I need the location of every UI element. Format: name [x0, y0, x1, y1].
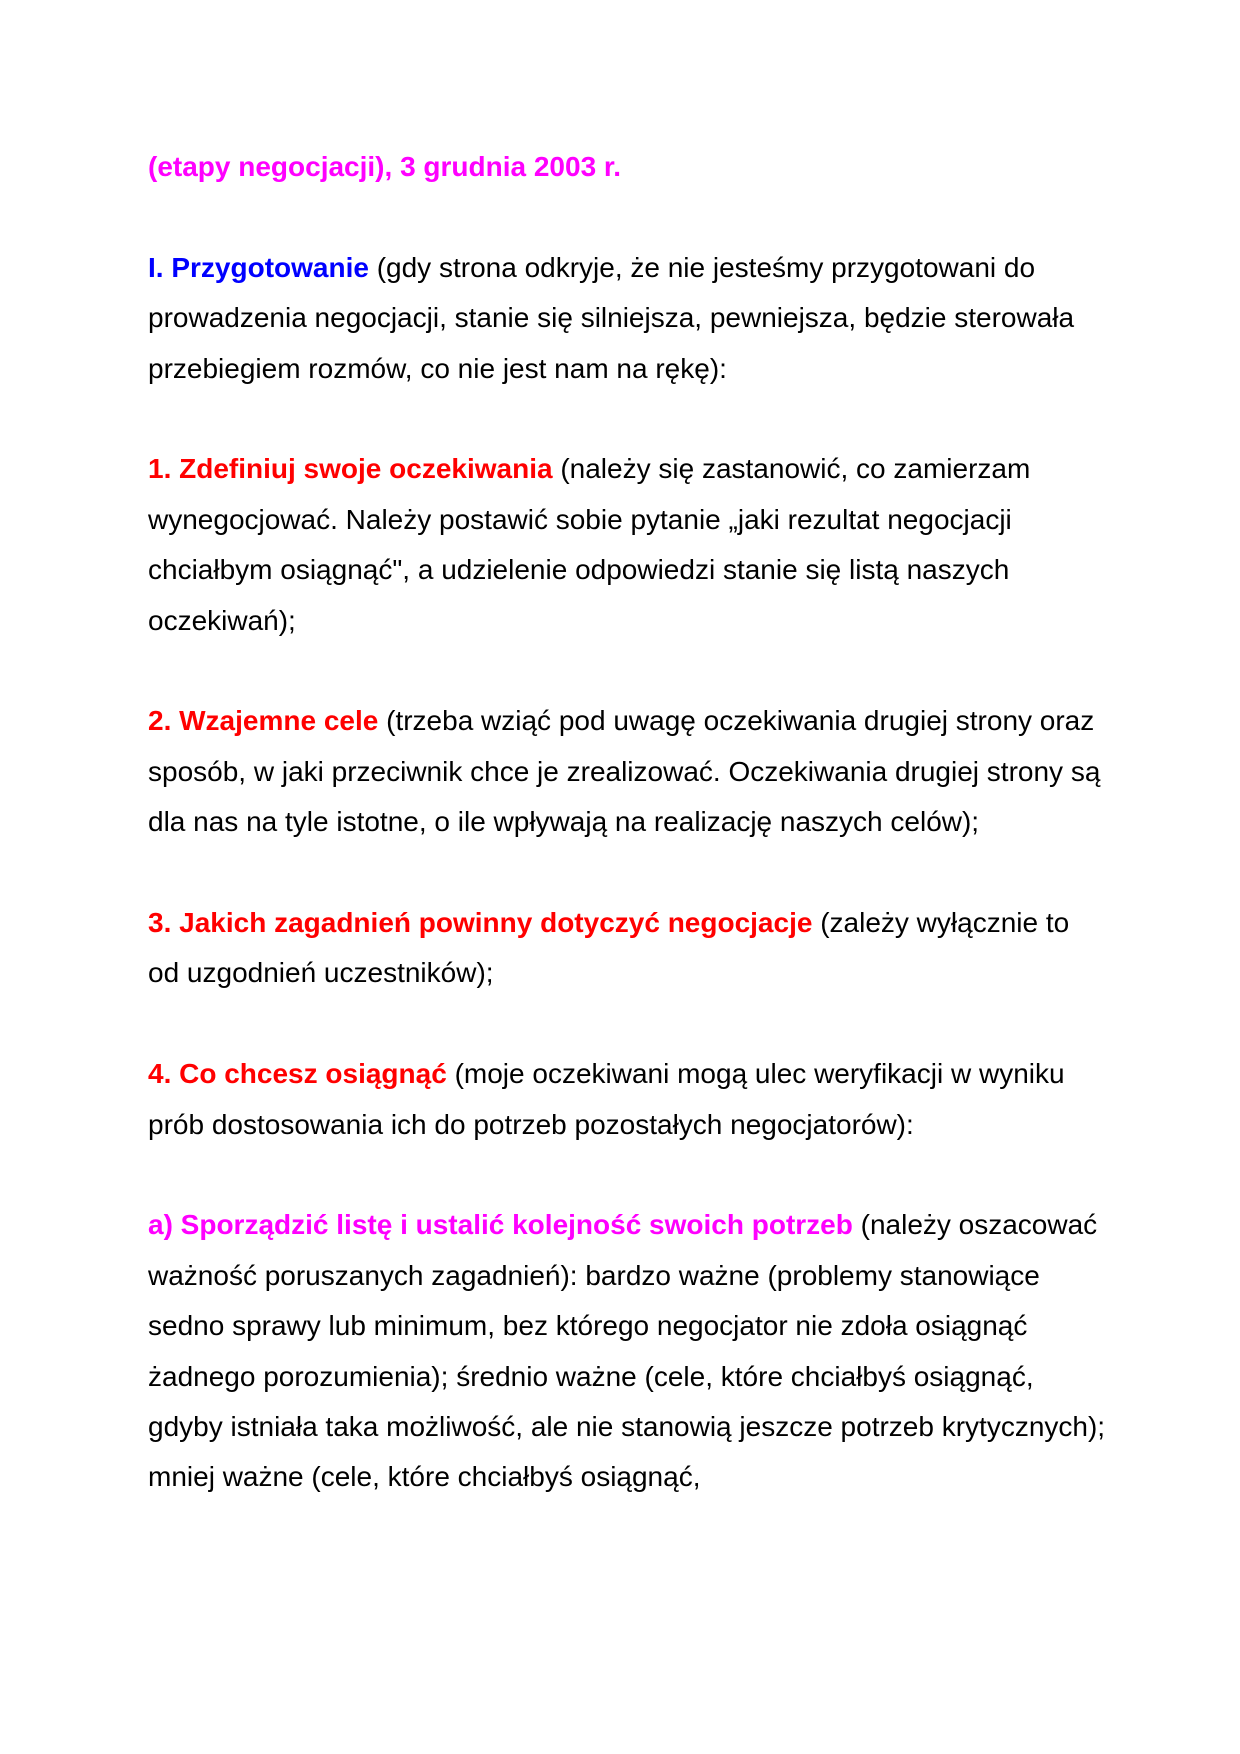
section-preparation-heading: I. Przygotowanie — [148, 251, 369, 283]
paragraph-spacer — [148, 394, 1108, 444]
item-4-heading: 4. Co chcesz osiągnąć — [148, 1058, 447, 1090]
item-2 — [148, 696, 1108, 847]
item-a — [148, 1200, 1108, 1502]
item-1-heading: 1. Zdefiniuj swoje oczekiwania — [148, 453, 553, 485]
document-title: (etapy negocjacji), 3 grudnia 2003 r. — [148, 151, 622, 182]
paragraph-spacer — [148, 848, 1108, 898]
item-4-body: (moje oczekiwani mogą ulec weryfikacji w wyniku prób dostosowania ich do potrzeb pozostałych negocjatorów): — [148, 1058, 1065, 1140]
document-page — [148, 142, 1108, 1503]
item-1 — [148, 444, 1108, 646]
item-3-heading: 3. Jakich zagadnień powinny dotyczyć negocjacje — [148, 907, 813, 939]
item-2-body: (trzeba wziąć pod uwagę oczekiwania drugiej strony oraz sposób, w jaki przeciwnik chce je zrealizować. Oczekiwania drugiej strony są dla nas na tyle istotne, o ile wpływają na realizację naszych celów); — [148, 705, 1101, 838]
section-preparation-body: (gdy strona odkryje, że nie jesteśmy przygotowani do prowadzenia negocjacji, stanie się silniejsza, pewniejsza, będzie sterowała przebiegiem rozmów, co nie jest nam na rękę): — [148, 251, 1075, 384]
section-preparation — [148, 243, 1108, 394]
item-a-body: (należy oszacować ważność poruszanych zagadnień): bardzo ważne (problemy stanowiące sedno sprawy lub minimum, bez którego negocjator nie zdoła osiągnąć żadnego porozumienia); średnio ważne (cele, które chciałbyś osiągnąć, gdyby istniała taka możliwość, ale nie stanowią jeszcze potrzeb krytycznych); mniej ważne (cele, które chciałbyś osiągnąć, — [148, 1209, 1106, 1493]
item-1-body: (należy się zastanowić, co zamierzam wynegocjować. Należy postawić sobie pytanie „jaki rezultat negocjacji chciałbym osiągnąć", a udzielenie odpowiedzi stanie się listą naszych oczekiwań); — [148, 453, 1031, 636]
paragraph-spacer — [148, 646, 1108, 696]
paragraph-spacer — [148, 192, 1108, 242]
item-a-heading: a) Sporządzić listę i ustalić kolejność swoich potrzeb — [148, 1209, 853, 1241]
item-2-heading: 2. Wzajemne cele — [148, 705, 379, 737]
item-3 — [148, 898, 1108, 999]
paragraph-spacer — [148, 999, 1108, 1049]
item-3-body: (zależy wyłącznie to od uzgodnień uczestników); — [148, 907, 1070, 989]
paragraph-spacer — [148, 1150, 1108, 1200]
item-4 — [148, 1049, 1108, 1150]
